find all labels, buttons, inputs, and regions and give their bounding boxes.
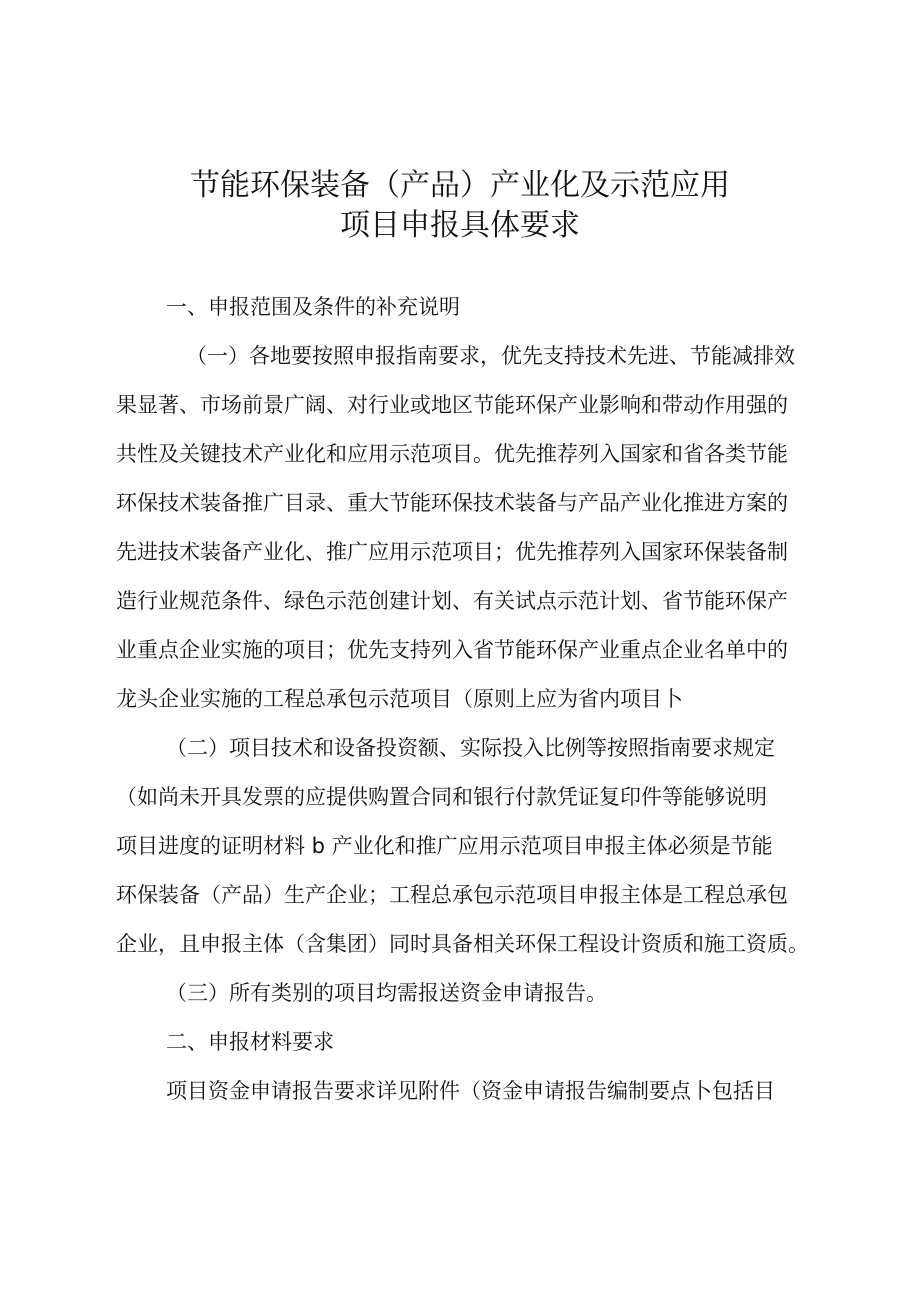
section-heading-2: 二、申报材料要求	[166, 1030, 334, 1054]
paragraph-line: 果显著、市场前景广阔、对行业或地区节能环保产业影响和带动作用强的	[116, 393, 788, 417]
paragraph-line: 项目资金申请报告要求详见附件（资金申请报告编制要点卜包括目	[166, 1079, 775, 1103]
paragraph-line: 环保装备（产品）生产企业；工程总承包示范项目申报主体是工程总承包	[116, 883, 788, 907]
paragraph-line: （二）项目技术和设备投资额、实际投入比例等按照指南要求规定	[166, 736, 775, 760]
paragraph-line: 业重点企业实施的项目；优先支持列入省节能环保产业重点企业名单中的	[116, 638, 788, 662]
document-title-line-2: 项目申报具体要求	[340, 208, 580, 243]
paragraph-line: 造行业规范条件、绿色示范创建计划、有关试点示范计划、省节能环保产	[116, 589, 788, 613]
paragraph-line: （三）所有类别的项目均需报送资金申请报告。	[166, 981, 607, 1005]
paragraph-line: （如尚未开具发票的应提供购置合同和银行付款凭证复印件等能够说明	[116, 785, 767, 809]
section-heading-1: 一、申报范围及条件的补充说明	[166, 295, 460, 319]
paragraph-line: 先进技术装备产业化、推广应用示范项目；优先推荐列入国家环保装备制	[116, 540, 788, 564]
paragraph-line: 共性及关键技术产业化和应用示范项目。优先推荐列入国家和省各类节能	[116, 442, 788, 466]
document-title-line-1: 节能环保装备（产品）产业化及示范应用	[190, 168, 730, 203]
paragraph-line: （一）各地要按照申报指南要求，优先支持技术先进、节能减排效	[186, 344, 795, 368]
paragraph-line: 龙头企业实施的工程总承包示范项目（原则上应为省内项目卜	[116, 687, 683, 711]
paragraph-line: 项目进度的证明材料 b 产业化和推广应用示范项目申报主体必须是节能	[116, 834, 773, 858]
paragraph-line: 环保技术装备推广目录、重大节能环保技术装备与产品产业化推进方案的	[116, 491, 788, 515]
paragraph-line: 企业，且申报主体（含集团）同时具备相关环保工程设计资质和施工资质。	[116, 932, 809, 956]
